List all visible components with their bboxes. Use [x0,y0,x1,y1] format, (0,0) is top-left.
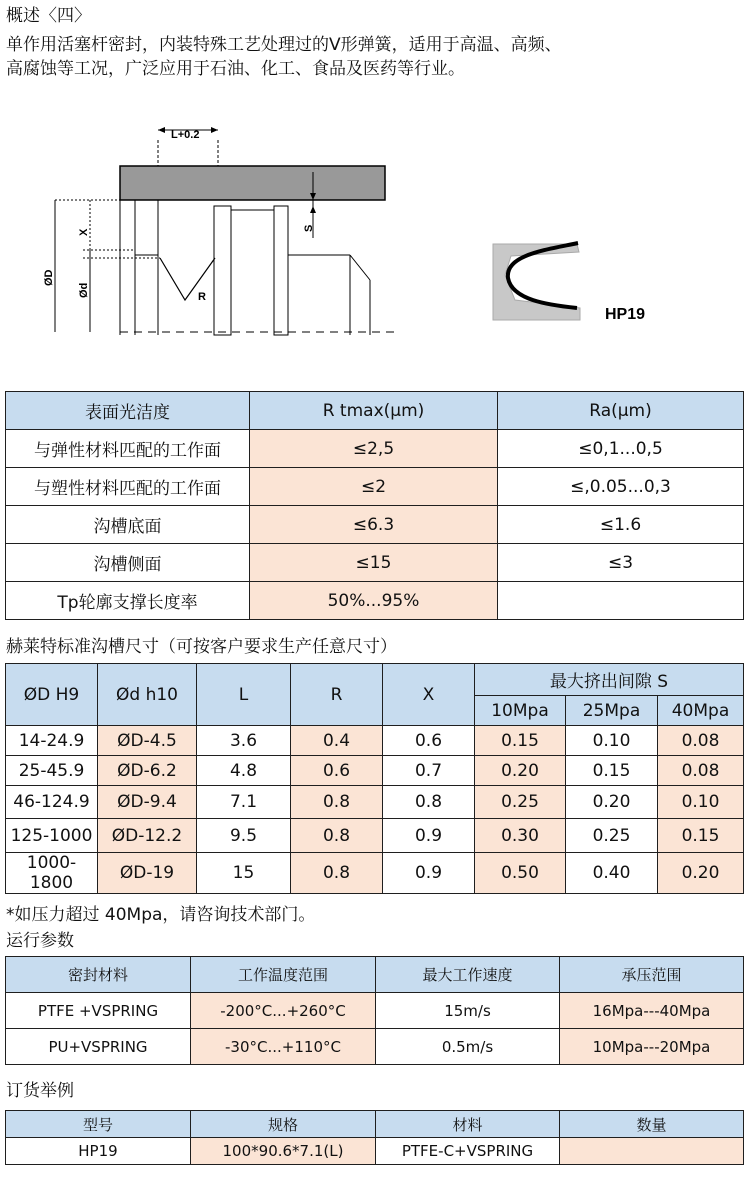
profile-label: HP19 [605,306,646,323]
groove-table-title: 赫莱特标准沟槽尺寸（可按客户要求生产任意尺寸） [6,637,397,657]
th-od: ØD H9 [6,664,98,726]
th-25mpa: 25Mpa [566,696,658,726]
table-row [6,1138,744,1165]
table-row [6,853,744,894]
table-row [6,1029,744,1065]
cell: 125-1000 [6,819,98,853]
th-material: 密封材料 [6,957,191,993]
cell: -200°C...+260°C [191,993,376,1029]
cell: ≤2,5 [250,430,498,468]
intro-line-1: 单作用活塞杆密封，内装特殊工艺处理过的V形弹簧，适用于高温、高频、 [6,35,562,55]
th-r: R [291,664,383,726]
surface-finish-table [5,391,744,620]
order-example-table [5,1110,744,1165]
cell: 与塑性材料匹配的工作面 [6,468,250,506]
cell: Tp轮廓支撑长度率 [6,582,250,620]
cell: PTFE +VSPRING [6,993,191,1029]
cell: 10Mpa---20Mpa [560,1029,744,1065]
cell: 0.7 [383,756,475,786]
cell: 7.1 [197,786,291,819]
cell: ≤3 [498,544,744,582]
table-row [6,786,744,819]
cell: HP19 [6,1138,191,1165]
section-heading: 概述〈四〉 [6,6,91,26]
cell: 50%...95% [250,582,498,620]
th-surface: 表面光洁度 [6,392,250,430]
cell: 0.50 [475,853,566,894]
s-label: S [303,224,315,232]
th-temperature: 工作温度范围 [191,957,376,993]
th-x: X [383,664,475,726]
order-example-title: 订货举例 [6,1081,74,1101]
l-dim-label: L+0.2 [171,129,200,141]
cell: PTFE-C+VSPRING [376,1138,560,1165]
th-quantity: 数量 [560,1111,744,1138]
cell: 3.6 [197,726,291,756]
cell: 15 [197,853,291,894]
cell: 0.8 [291,853,383,894]
th-d: Ød h10 [98,664,197,726]
cell: 15m/s [376,993,560,1029]
cell: 25-45.9 [6,756,98,786]
th-spec: 规格 [191,1111,376,1138]
cell: ØD-4.5 [98,726,197,756]
cell: 0.5m/s [376,1029,560,1065]
cell: ≤6.3 [250,506,498,544]
cell: 100*90.6*7.1(L) [191,1138,376,1165]
cell: ≤2 [250,468,498,506]
cell: 4.8 [197,756,291,786]
cell: 与弹性材料匹配的工作面 [6,430,250,468]
th-10mpa: 10Mpa [475,696,566,726]
table-row [6,993,744,1029]
cell: ØD-12.2 [98,819,197,853]
th-40mpa: 40Mpa [658,696,744,726]
cell: ≤0,1...0,5 [498,430,744,468]
cell: 沟槽底面 [6,506,250,544]
cell: ≤1.6 [498,506,744,544]
cell: ≤15 [250,544,498,582]
cell: 0.6 [291,756,383,786]
th-model: 型号 [6,1111,191,1138]
cell: 16Mpa---40Mpa [560,993,744,1029]
cell: 0.4 [291,726,383,756]
cell [498,582,744,620]
table-row [6,506,744,544]
cell: 46-124.9 [6,786,98,819]
cell: 0.15 [475,726,566,756]
cell: 0.20 [566,786,658,819]
x-label: X [78,228,90,236]
cell: ØD-19 [98,853,197,894]
table-row [6,582,744,620]
cell: ØD-6.2 [98,756,197,786]
cell: 0.15 [566,756,658,786]
cell: 0.9 [383,853,475,894]
cell: 0.8 [291,786,383,819]
cell: 14-24.9 [6,726,98,756]
cell: 0.6 [383,726,475,756]
cell: 0.10 [658,786,744,819]
table-row [6,819,744,853]
cell: 0.25 [566,819,658,853]
th-ra: Ra(µm) [498,392,744,430]
cell: 0.8 [383,786,475,819]
cell: 0.10 [566,726,658,756]
cell: 0.15 [658,819,744,853]
th-speed: 最大工作速度 [376,957,560,993]
operating-params-title: 运行参数 [6,931,74,951]
pressure-note: *如压力超过 40Mpa，请咨询技术部门。 [6,905,316,925]
th-l: L [197,664,291,726]
cell: 0.30 [475,819,566,853]
cell: 0.20 [658,853,744,894]
cell: 0.08 [658,726,744,756]
table-row [6,756,744,786]
cell: -30°C...+110°C [191,1029,376,1065]
th-rtmax: R tmax(µm) [250,392,498,430]
cell: 0.40 [566,853,658,894]
cell: ØD-9.4 [98,786,197,819]
cell: 1000-1800 [6,853,98,894]
intro-line-2: 高腐蚀等工况，广泛应用于石油、化工、食品及医药等行业。 [6,59,465,79]
cell: PU+VSPRING [6,1029,191,1065]
cell: 0.20 [475,756,566,786]
od-label: ØD [43,269,55,286]
table-row [6,544,744,582]
cell: 0.9 [383,819,475,853]
groove-drawing [0,110,750,350]
th-order-material: 材料 [376,1111,560,1138]
th-pressure: 承压范围 [560,957,744,993]
cell: ≤,0.05...0,3 [498,468,744,506]
cell: 0.08 [658,756,744,786]
operating-params-table [5,956,744,1065]
cell: 0.8 [291,819,383,853]
table-row [6,468,744,506]
table-row [6,726,744,756]
r-label: R [198,291,206,303]
table-row [6,430,744,468]
th-extrusion-gap: 最大挤出间隙 S [475,664,744,696]
d-label: Ød [78,282,90,298]
cell [560,1138,744,1165]
cell: 9.5 [197,819,291,853]
cell: 0.25 [475,786,566,819]
cell: 沟槽侧面 [6,544,250,582]
groove-dimension-table [5,663,744,894]
